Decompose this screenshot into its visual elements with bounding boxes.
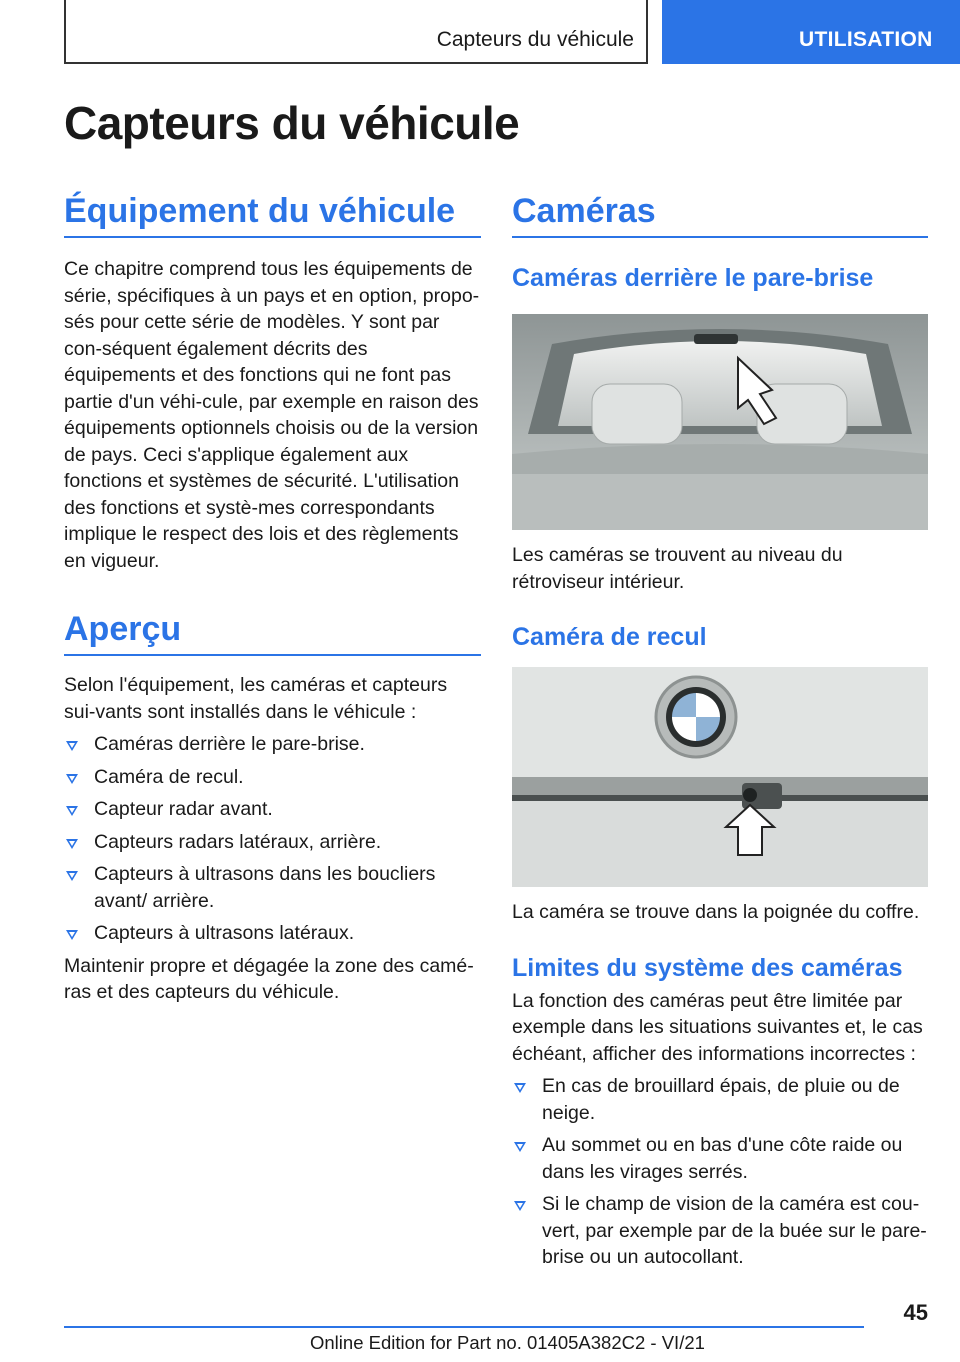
windshield-caption: Les caméras se trouvent au niveau du rétroviseur intérieur. xyxy=(512,544,843,593)
edition-notice: Online Edition for Part no. 01405A382C2 - VI/21 xyxy=(310,1332,705,1353)
apercu-outro: Maintenir propre et dégagée la zone des camé-ras et des capteurs du véhicule. xyxy=(64,954,474,1003)
cameras-heading: Caméras xyxy=(512,190,928,238)
bullet-triangle-icon xyxy=(66,930,78,940)
list-item-text: Capteurs à ultrasons dans les boucliers avant/ arrière. xyxy=(94,863,436,912)
limits-list xyxy=(512,1073,928,1271)
rear-camera-image xyxy=(512,667,928,887)
header-section-title: Capteurs du véhicule xyxy=(436,28,634,51)
bullet-triangle-icon xyxy=(66,839,78,849)
windshield-cameras-heading: Caméras derrière le pare-brise xyxy=(512,264,874,292)
left-column xyxy=(64,190,481,1006)
list-item-text: En cas de brouillard épais, de pluie ou de neige. xyxy=(542,1075,900,1124)
bullet-triangle-icon xyxy=(514,1142,526,1152)
bullet-triangle-icon xyxy=(66,806,78,816)
limits-heading: Limites du système des caméras xyxy=(512,953,903,982)
page-number: 45 xyxy=(903,1300,928,1325)
list-item xyxy=(512,1191,928,1271)
footer-divider xyxy=(64,1326,864,1328)
list-item xyxy=(64,764,481,791)
equipment-text: Ce chapitre comprend tous les équipements de série, spécifiques à un pays et en option, propo-sés pour cette série de modèles. Y sont par con-séquent également décrits des équipements et des fonctions qui ne font pas partie d'un véhi-cule, par exemple en raison des équipements optionnels choisis ou de la version de pays. Ceci s'applique également aux fonctions et systèmes de sécurité. L'utilisation des fonctions et systè-mes correspondants implique le respect des lois et des règlements en vigueur. xyxy=(64,258,480,572)
list-item-text: Capteur radar avant. xyxy=(94,798,273,820)
list-item xyxy=(64,920,481,947)
list-item xyxy=(512,1132,928,1185)
equipment-heading: Équipement du véhicule xyxy=(64,190,481,238)
apercu-heading: Aperçu xyxy=(64,608,481,656)
list-item-text: Si le champ de vision de la caméra est cou-vert, par exemple par de la buée sur le pare-brise ou un autocollant. xyxy=(542,1193,927,1268)
windshield-camera-image xyxy=(512,314,928,530)
apercu-intro: Selon l'équipement, les caméras et capteurs sui-vants sont installés dans le véhicule : xyxy=(64,674,448,723)
page-title: Capteurs du véhicule xyxy=(64,97,520,149)
list-item-text: Capteurs à ultrasons latéraux. xyxy=(94,922,355,944)
list-item xyxy=(64,731,481,758)
rear-camera-caption: La caméra se trouve dans la poignée du coffre. xyxy=(512,901,920,923)
right-column xyxy=(512,190,928,1271)
bullet-triangle-icon xyxy=(514,1201,526,1211)
header-chapter-tab: UTILISATION xyxy=(662,0,960,64)
list-item xyxy=(64,829,481,856)
bullet-triangle-icon xyxy=(66,871,78,881)
header-section-box xyxy=(64,0,648,64)
list-item-text: Au sommet ou en bas d'une côte raide ou dans les virages serrés. xyxy=(542,1134,903,1183)
list-item xyxy=(64,861,481,914)
list-item xyxy=(512,1073,928,1126)
list-item-text: Caméras derrière le pare-brise. xyxy=(94,733,365,755)
list-item-text: Caméra de recul. xyxy=(94,765,244,788)
list-item-text: Capteurs radars latéraux, arrière. xyxy=(94,830,382,853)
bullet-triangle-icon xyxy=(66,774,78,784)
bullet-triangle-icon xyxy=(66,741,78,751)
rear-camera-heading: Caméra de recul xyxy=(512,623,707,651)
limits-intro: La fonction des caméras peut être limitée par exemple dans les situations suivantes et, le cas échéant, afficher des informations incorrectes : xyxy=(512,989,923,1065)
apercu-list xyxy=(64,731,481,947)
bullet-triangle-icon xyxy=(514,1083,526,1093)
list-item xyxy=(64,796,481,823)
